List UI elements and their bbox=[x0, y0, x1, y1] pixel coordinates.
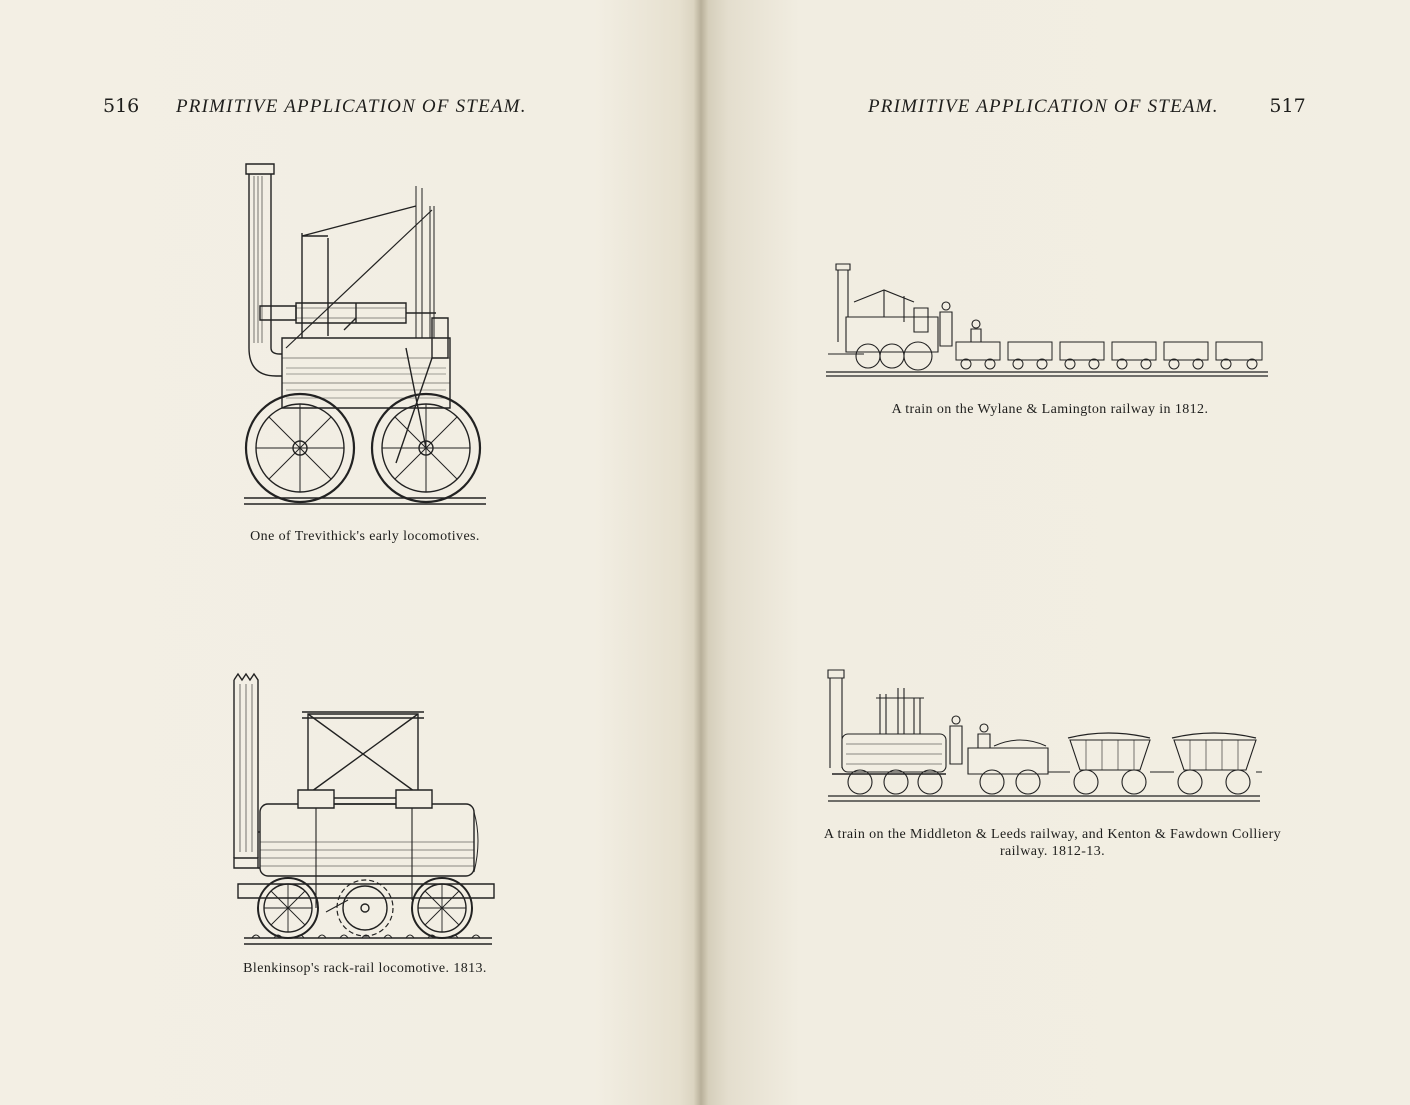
wylane-caption: A train on the Wylane & Lamington railway in 1812. bbox=[891, 402, 1209, 417]
blenkinsop-locomotive-illustration bbox=[230, 672, 500, 947]
right-page-number: 517 bbox=[1269, 95, 1306, 117]
trevithick-caption: One of Trevithick's early locomotives. bbox=[250, 529, 480, 544]
right-running-title: PRIMITIVE APPLICATION OF STEAM. bbox=[868, 96, 1219, 117]
middleton-caption bbox=[760, 826, 1345, 860]
middleton-caption-line2: railway. 1812-13. bbox=[999, 844, 1106, 859]
left-page-number: 516 bbox=[103, 95, 140, 117]
right-running-head bbox=[868, 95, 1306, 118]
middleton-caption-line1: A train on the Middleton & Leeds railway, and Kenton & Fawdown Colliery bbox=[823, 827, 1282, 842]
blenkinsop-caption: Blenkinsop's rack-rail locomotive. 1813. bbox=[243, 961, 487, 976]
left-running-title: PRIMITIVE APPLICATION OF STEAM. bbox=[176, 96, 527, 117]
wylane-lamington-train-illustration bbox=[824, 262, 1270, 380]
left-running-head bbox=[103, 95, 527, 118]
book-gutter bbox=[694, 0, 708, 1105]
trevithick-locomotive-illustration bbox=[236, 158, 492, 510]
middleton-leeds-train-illustration bbox=[824, 668, 1264, 806]
right-page bbox=[700, 0, 1410, 1105]
